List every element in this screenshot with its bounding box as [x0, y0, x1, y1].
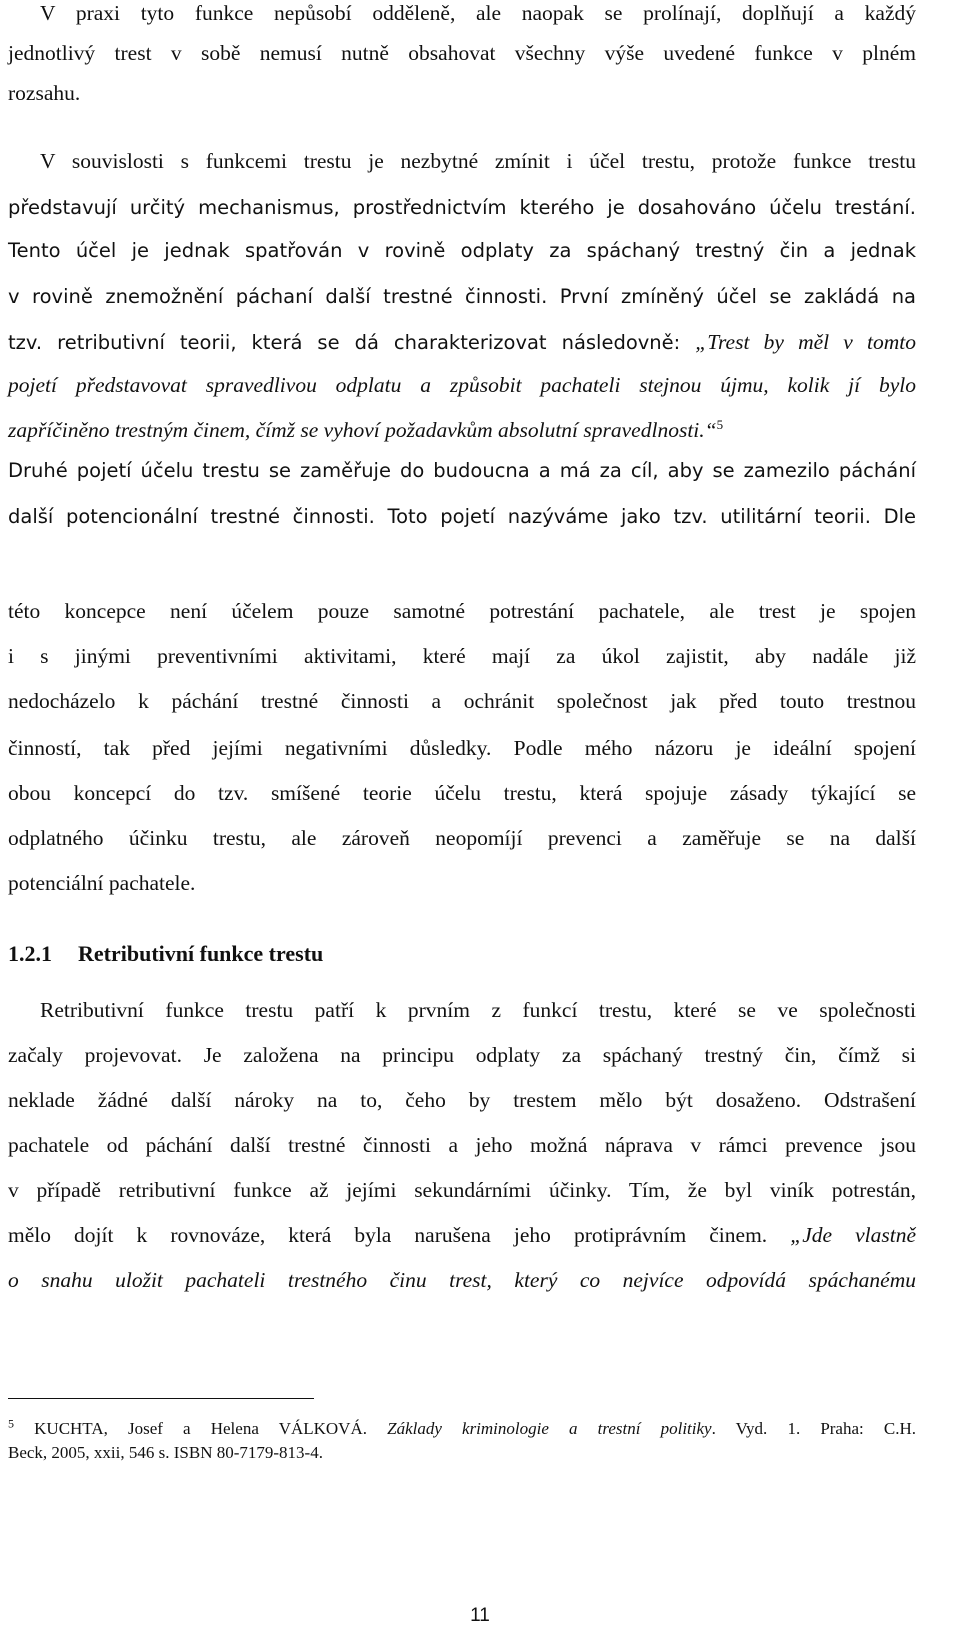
- text-line: potenciální pachatele.: [8, 871, 196, 895]
- quote-text: pojetí představovat spravedlivou odplatu a způsobit pachateli stejnou újmu, kolik jí bylo: [8, 373, 916, 397]
- text-line: neklade žádné další nároky na to, čeho by trestem mělo být dosaženo. Odstrašení: [8, 1088, 916, 1112]
- footnote-reference[interactable]: 5: [716, 416, 724, 432]
- quote-text: „Jde vlastně: [790, 1223, 916, 1247]
- section-heading: [8, 940, 323, 968]
- quote-text: zapříčiněno trestným činem, čímž se vyhoví požadavkům absolutní spravedlnosti.“: [8, 418, 717, 442]
- text-line: Retributivní funkce trestu patří k prvním z funkcí trestu, které se ve společnosti: [40, 998, 916, 1022]
- text-line: [8, 417, 916, 443]
- text-line: této koncepce není účelem pouze samotné potrestání pachatele, ale trest je spojen: [8, 599, 916, 623]
- book-title: Základy kriminologie a trestní politiky: [387, 1419, 712, 1438]
- text-line: jednotlivý trest v sobě nemusí nutně obsahovat všechny výše uvedené funkce v plném: [8, 41, 916, 65]
- text-line: Tento účel je jednak spatřován v rovině odplaty za spáchaný trestný čin a jednak: [8, 239, 916, 262]
- text-line: rozsahu.: [8, 81, 81, 105]
- text-span: mělo dojít k rovnováze, která byla narušena jeho protiprávním činem.: [8, 1223, 791, 1247]
- text-line: [8, 329, 916, 356]
- text-span: tzv. retributivní teorii, která se dá charakterizovat následovně:: [8, 331, 696, 354]
- text-line: pachatele od páchání další trestné činnosti a jeho možná náprava v rámci prevence jsou: [8, 1133, 916, 1157]
- text-line: Druhé pojetí účelu trestu se zaměřuje do budoucna a má za cíl, aby se zamezilo páchání: [8, 459, 916, 482]
- text-span: KUCHTA, Josef a Helena VÁLKOVÁ.: [34, 1419, 388, 1438]
- text-line: nedocházelo k páchání trestné činnosti a ochránit společnost jak před touto trestnou: [8, 689, 916, 713]
- text-span: . Vyd. 1. Praha: C.H.: [711, 1419, 916, 1438]
- quote-text: „Trest by měl v tomto: [695, 330, 916, 354]
- text-line: v případě retributivní funkce až jejími sekundárními účinky. Tím, že byl viník potrestán,: [8, 1178, 916, 1202]
- section-title: Retributivní funkce trestu: [78, 941, 324, 966]
- text-line: V praxi tyto funkce nepůsobí odděleně, ale naopak se prolínají, doplňují a každý: [40, 1, 916, 25]
- page-number: 11: [470, 1605, 490, 1626]
- text-line: [8, 372, 916, 398]
- quote-text: o snahu uložit pachateli trestného činu trest, který co nejvíce odpovídá spáchanému: [8, 1268, 916, 1292]
- text-line: V souvislosti s funkcemi trestu je nezbytné zmínit i účel trestu, protože funkce trestu: [40, 149, 916, 173]
- text-line: odplatného účinku trestu, ale zároveň neopomíjí prevenci a zaměřuje se na další: [8, 826, 916, 850]
- text-line: i s jinými preventivními aktivitami, které mají za úkol zajistit, aby nadále již: [8, 644, 916, 668]
- footnote-marker: 5: [8, 1416, 14, 1431]
- text-line: představují určitý mechanismus, prostřednictvím kterého je dosahováno účelu trestání.: [8, 196, 916, 219]
- text-line: činností, tak před jejími negativními důsledky. Podle mého názoru je ideální spojení: [8, 736, 916, 760]
- section-number: 1.2.1: [8, 941, 52, 966]
- text-line: [8, 1222, 916, 1248]
- text-line: [8, 1267, 916, 1293]
- footnote-line: Beck, 2005, xxii, 546 s. ISBN 80-7179-813-4.: [8, 1443, 323, 1462]
- text-line: začaly projevovat. Je založena na principu odplaty za spáchaný trestný čin, čímž si: [8, 1043, 916, 1067]
- footnote-separator: [8, 1398, 314, 1399]
- text-line: další potencionální trestné činnosti. Toto pojetí nazýváme jako tzv. utilitární teorii. Dle: [8, 505, 916, 528]
- text-line: obou koncepcí do tzv. smíšené teorie účelu trestu, která spojuje zásady týkající se: [8, 781, 916, 805]
- footnote-line: [8, 1418, 916, 1440]
- text-line: v rovině znemožnění páchaní další trestné činnosti. První zmíněný účel se zakládá na: [8, 285, 916, 308]
